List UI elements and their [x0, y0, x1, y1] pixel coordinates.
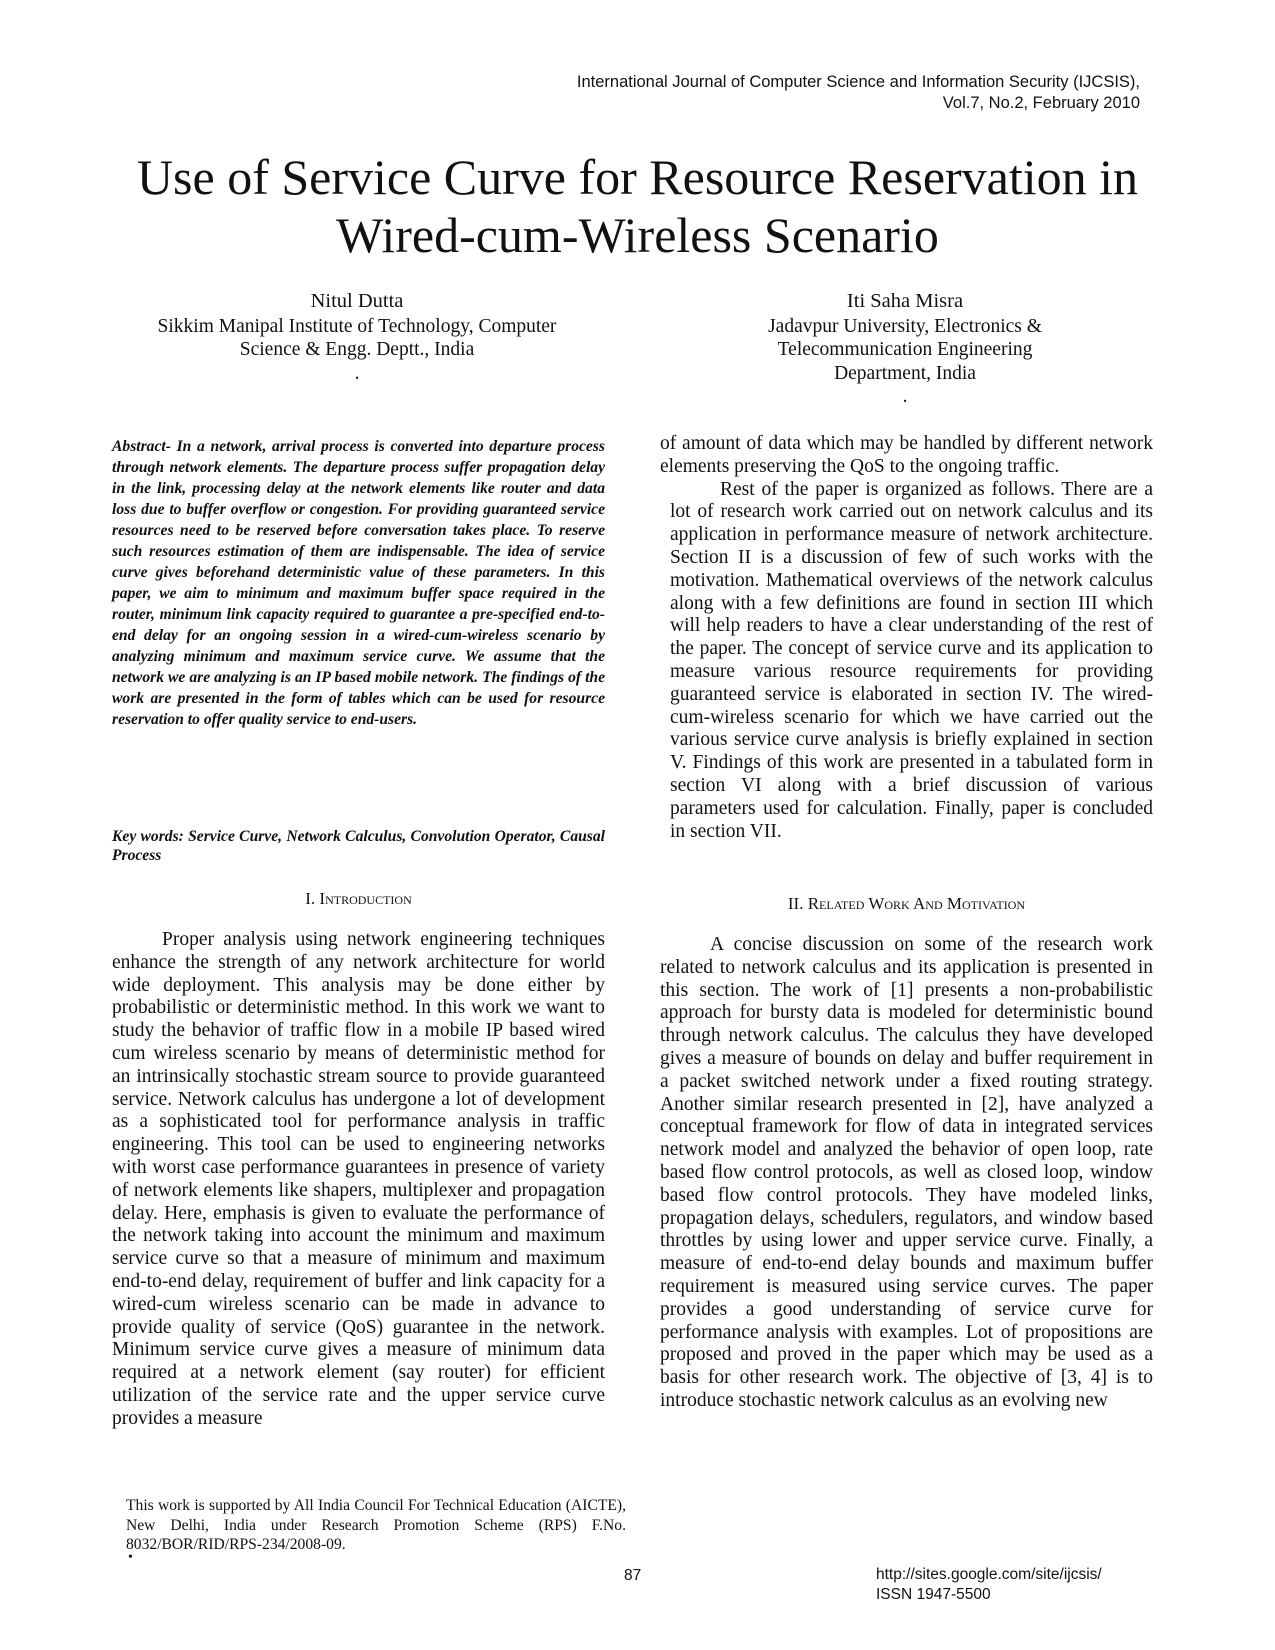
title-line1: Use of Service Curve for Resource Reservation in: [136, 149, 1139, 205]
journal-header-line2: Vol.7, No.2, February 2010: [942, 94, 1140, 112]
author-mark: .: [354, 362, 360, 384]
section-heading-introduction: I. Introduction: [305, 889, 412, 908]
right-column-intro: [660, 433, 1153, 843]
author-affiliation-line: Department, India: [834, 362, 976, 384]
footnote-bullet: •: [128, 1550, 133, 1565]
section-heading-related-work: II. Related Work And Motivation: [787, 894, 1026, 913]
funding-footnote: This work is supported by All India Council For Technical Education (AICTE), New Delhi, India under Research Promotion Scheme (RPS) F.No. 8032/BOR/RID/RPS-234/2008-09.: [126, 1497, 626, 1553]
page-number: 87: [624, 1567, 642, 1584]
footer-url: http://sites.google.com/site/ijcsis/: [876, 1566, 1102, 1583]
author-name: Nitul Dutta: [310, 290, 404, 312]
footer-issn: ISSN 1947-5500: [876, 1585, 991, 1603]
author-affiliation-line: Sikkim Manipal Institute of Technology, Computer: [157, 315, 557, 337]
keywords: Key words: Service Curve, Network Calculus, Convolution Operator, Causal Process: [112, 828, 605, 864]
author-mark: .: [902, 386, 908, 407]
author-affiliation-line: Science & Engg. Deptt., India: [239, 339, 475, 360]
footer-right: [876, 1565, 1102, 1604]
related-work-body: [660, 934, 1153, 1413]
author-block-1: [112, 290, 602, 385]
author-block-2: [660, 290, 1150, 409]
abstract: Abstract- In a network, arrival process is converted into departure process through network elements. The departure process suffer propagation delay in the link, processing delay at the network elements like router and data loss due to buffer overflow or congestion. For providing guaranteed service resources need to be reserved before conversation takes place. To reserve such resources estimation of them are indispensable. The idea of service curve gives beforehand deterministic value of these parameters. In this paper, we aim to minimum and maximum buffer space required in the router, minimum link capacity required to guarantee a pre-specified end-to-end delay for an ongoing session in a wired-cum-wireless scenario by analyzing minimum and maximum service curve. We assume that the network we are analyzing is an IP based mobile network. The findings of the work are presented in the form of tables which can be used for resource reservation to offer quality service to end-users.: [112, 438, 605, 728]
author-affiliation-line: Telecommunication Engineering: [777, 339, 1033, 360]
journal-header: [577, 72, 1140, 114]
introduction-body: [112, 929, 605, 1431]
introduction-paragraph: Proper analysis using network engineering techniques enhance the strength of any network architecture for world wide deployment. This analysis may be done either by probabilistic or deterministic method. In this work we want to study the behavior of traffic flow in a mobile IP based wired cum wireless scenario by means of deterministic method for an intrinsically stochastic stream source to provide guaranteed service. Network calculus has undergone a lot of development as a sophisticated tool for performance analysis in traffic engineering. This tool can be used to engineering networks with worst case performance guarantees in presence of variety of network elements like shapers, multiplexer and propagation delay. Here, emphasis is given to evaluate the performance of the network taking into account the minimum and maximum service curve so that a measure of minimum and maximum end-to-end delay, requirement of buffer and link capacity for a wired-cum wireless scenario can be made in advance to provide quality of service (QoS) guarantee in the network. Minimum service curve gives a measure of minimum data required at a network element (say router) for efficient utilization of the service rate and the upper service curve provides a measure: [112, 929, 605, 1429]
continuation-paragraph: of amount of data which may be handled by different network elements preserving the QoS to the ongoing traffic.: [660, 433, 1153, 477]
paper-title: [0, 148, 1275, 264]
related-work-paragraph: A concise discussion on some of the research work related to network calculus and its application is presented in this section. The work of [1] presents a non-probabilistic approach for bursty data is modeled for deterministic bound through network calculus. The calculus they have developed gives a measure of bounds on delay and buffer requirement in a packet switched network under a fixed routing strategy. Another similar research presented in [2], have analyzed a conceptual framework for flow of data in integrated services network model and analyzed the behavior of open loop, rate based flow control protocols, as well as closed loop, window based flow control protocols. They have modeled links, propagation delays, schedulers, regulators, and window based throttles by using lower and upper service curve. Finally, a measure of end-to-end delay bounds and maximum buffer requirement is measured using service curves. The paper provides a good understanding of service curve for performance analysis with examples. Lot of propositions are proposed and proved in the paper which may be used as a basis for other research work. The objective of [3, 4] is to introduce stochastic network calculus as an evolving new: [660, 934, 1153, 1411]
author-name: Iti Saha Misra: [846, 290, 964, 312]
author-affiliation-line: Jadavpur University, Electronics &: [768, 315, 1042, 337]
organization-paragraph: Rest of the paper is organized as follows. There are a lot of research work carried out on network calculus and its application in performance measure of network architecture. Section II is a discussion of few of such works with the motivation. Mathematical overviews of the network calculus along with a few definitions are found in section III which will help readers to have a clear understanding of the rest of the paper. The concept of service curve and its application to measure various resource requirements for providing guaranteed service is elaborated in section IV. The wired-cum-wireless scenario for which we have carried out the various service curve analysis is briefly explained in section V. Findings of this work are presented in a tabulated form in section VI along with a brief discussion of various parameters used for calculation. Finally, paper is concluded in section VII.: [670, 478, 1153, 842]
title-line2: Wired-cum-Wireless Scenario: [336, 207, 939, 263]
journal-header-line1: International Journal of Computer Science and Information Security (IJCSIS),: [576, 73, 1140, 91]
